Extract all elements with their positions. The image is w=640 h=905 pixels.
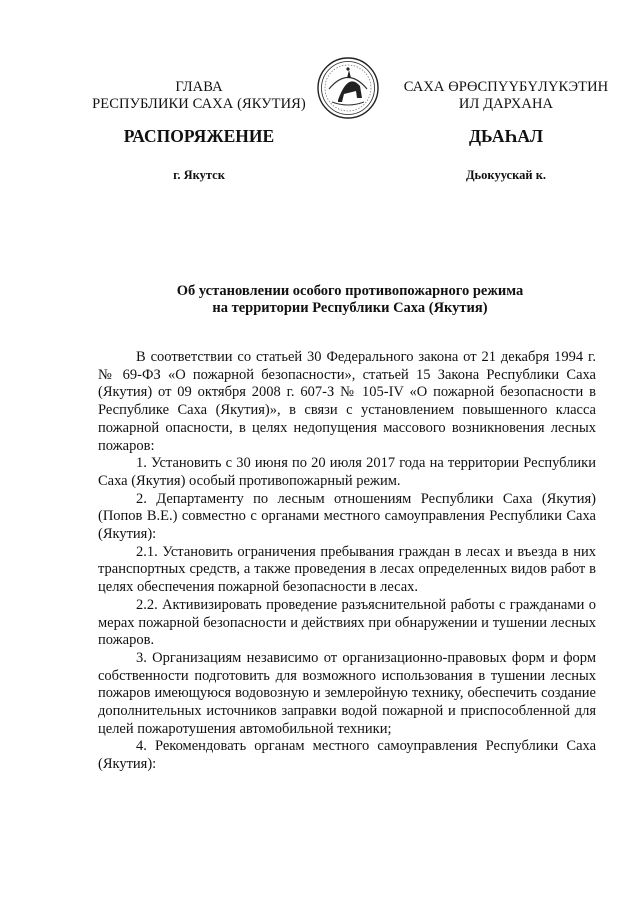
title-line1: Об установлении особого противопожарного режима xyxy=(176,283,524,299)
city-left: г. Якутск xyxy=(173,168,225,182)
header-right xyxy=(398,79,614,113)
header-left-line2: РЕСПУБЛИКИ САХА (ЯКУТИЯ) xyxy=(92,96,306,112)
paragraph: 1. Установить с 30 июня по 20 июля 2017 года на территории Республики Саха (Якутия) особый противопожарный режим. xyxy=(98,455,596,489)
republic-emblem xyxy=(316,56,380,120)
paragraph: 3. Организациям независимо от организационно-правовых форм и форм собственности подготовить для возможного использования в тушении лесных пожаров имеющуюся водовозную и землеройную технику, обеспечить создание дополнительных источников заправки водой пожарной и приспособленной для целей пожаротушения автомобильной техники; xyxy=(98,649,596,737)
city-right: Дьокуускай к. xyxy=(465,168,547,182)
paragraph: 2.2. Активизировать проведение разъяснительной работы с гражданами о мерах пожарной безопасности и действиях при обнаружении и тушении лесных пожаров. xyxy=(98,596,596,649)
header-left-line1: ГЛАВА xyxy=(175,79,223,95)
doc-type-right: ДЬАҺАЛ xyxy=(468,126,544,146)
header-left xyxy=(88,79,310,113)
title-line2: на территории Республики Саха (Якутия) xyxy=(212,300,488,316)
header-right-line2: ИЛ ДАРХАНА xyxy=(458,96,554,112)
paragraph: 4. Рекомендовать органам местного самоуправления Республики Саха (Якутия): xyxy=(98,738,596,773)
paragraph: 2.1. Установить ограничения пребывания граждан в лесах и въезда в них транспортных средств, а также проведения в лесах определенных видов работ в целях обеспечения пожарной безопасности в лесах. xyxy=(98,543,596,596)
paragraph: В соответствии со статьей 30 Федерального закона от 21 декабря 1994 г. № 69-ФЗ «О пожарной безопасности», статьей 15 Закона Республики Саха (Якутия) от 09 октября 2008 г. 607-З № 105-IV «О пожарной безопасности в Республике Саха (Якутия)», в связи с установлением повышенного класса пожарной опасности, в целях недопущения массового возникновения лесных пожаров: xyxy=(98,349,596,454)
document-title xyxy=(96,283,604,317)
paragraph: 2. Департаменту по лесным отношениям Республики Саха (Якутия) (Попов В.Е.) совместно с органами местного самоуправления Республики Саха (Якутия): xyxy=(98,490,596,543)
doc-type-left: РАСПОРЯЖЕНИЕ xyxy=(123,126,275,146)
document-body xyxy=(98,349,596,774)
header-right-line1: САХА ӨРӨСПҮҮБҮЛҮКЭТИН xyxy=(403,79,609,95)
